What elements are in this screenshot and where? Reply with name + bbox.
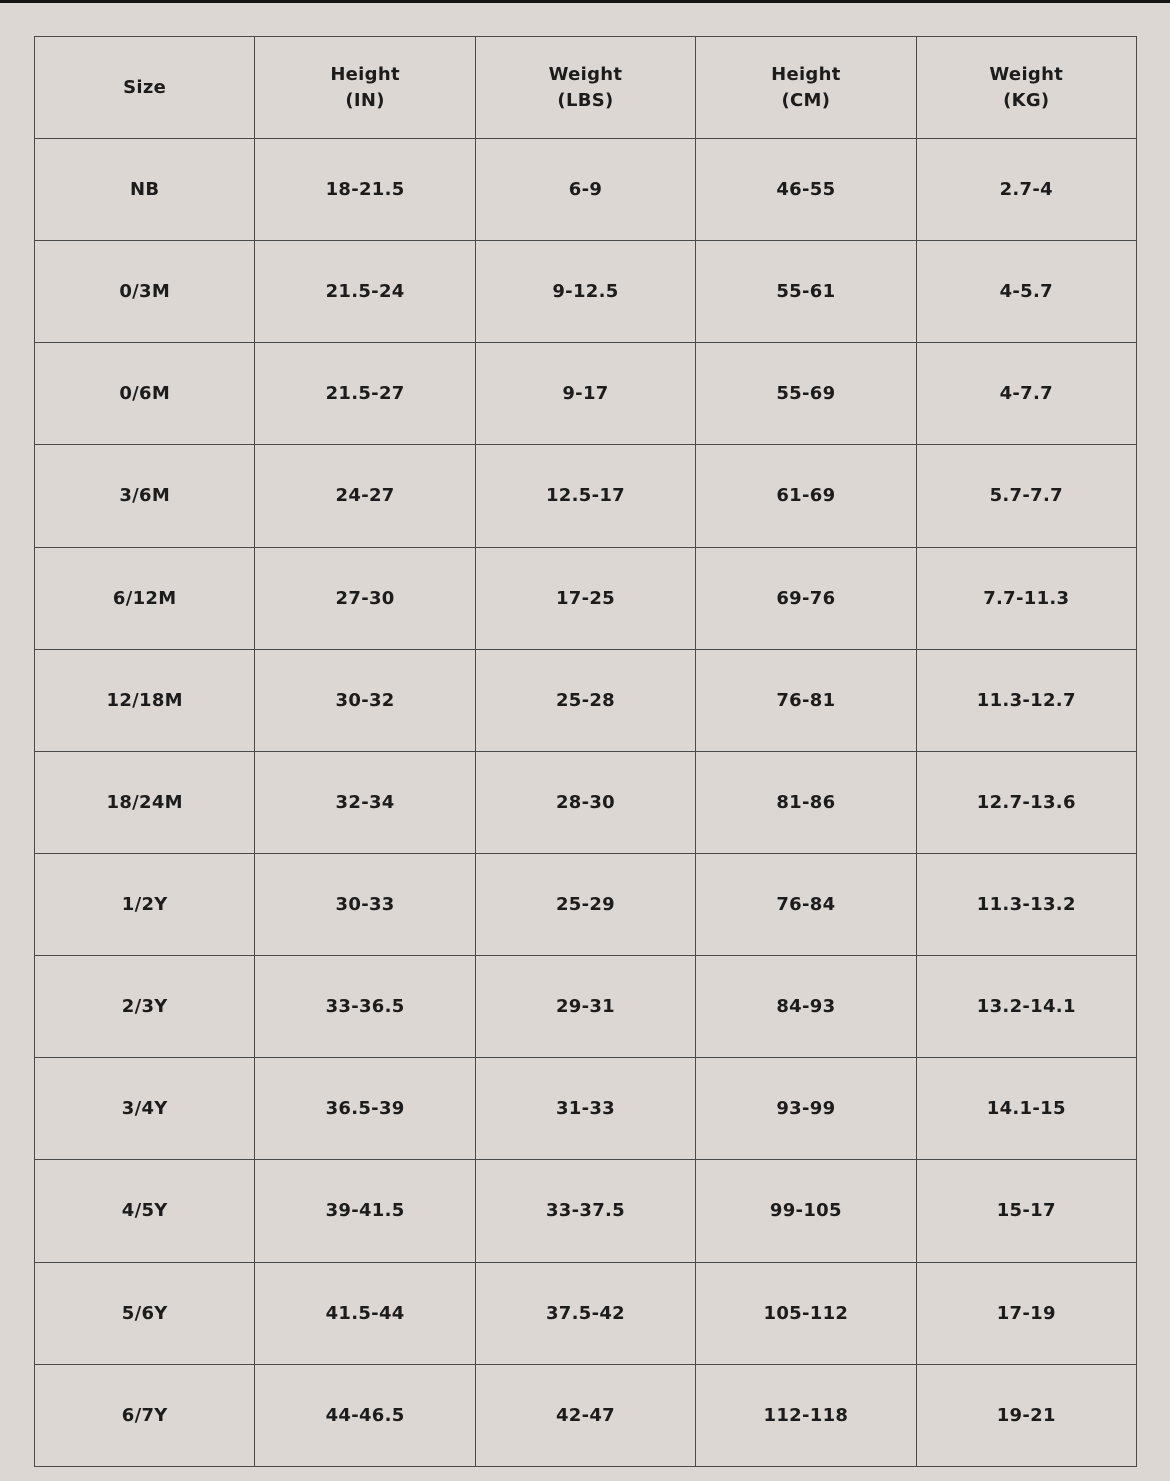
header-weight-kg (916, 37, 1136, 139)
cell-weight-lbs: 17-25 (475, 547, 695, 649)
cell-height-cm: 84-93 (696, 956, 916, 1058)
cell-weight-kg: 12.7-13.6 (916, 751, 1136, 853)
cell-size: 1/2Y (35, 853, 255, 955)
table-row (35, 1160, 1137, 1262)
cell-height-in: 21.5-24 (255, 241, 475, 343)
table-row (35, 649, 1137, 751)
cell-weight-kg: 7.7-11.3 (916, 547, 1136, 649)
cell-weight-lbs: 25-29 (475, 853, 695, 955)
cell-height-cm: 105-112 (696, 1262, 916, 1364)
cell-weight-lbs: 42-47 (475, 1364, 695, 1466)
cell-weight-lbs: 12.5-17 (475, 445, 695, 547)
table-row (35, 241, 1137, 343)
header-height-in-label: Height (330, 63, 400, 85)
cell-weight-lbs: 33-37.5 (475, 1160, 695, 1262)
header-height-in (255, 37, 475, 139)
cell-size: 2/3Y (35, 956, 255, 1058)
cell-height-cm: 69-76 (696, 547, 916, 649)
header-weight-lbs-unit: (LBS) (557, 89, 614, 111)
cell-height-in: 32-34 (255, 751, 475, 853)
cell-weight-lbs: 37.5-42 (475, 1262, 695, 1364)
cell-size: 6/12M (35, 547, 255, 649)
cell-weight-lbs: 28-30 (475, 751, 695, 853)
cell-size: 4/5Y (35, 1160, 255, 1262)
cell-height-in: 18-21.5 (255, 139, 475, 241)
header-weight-lbs (475, 37, 695, 139)
cell-weight-kg: 11.3-13.2 (916, 853, 1136, 955)
header-height-in-unit: (IN) (345, 89, 385, 111)
cell-size: 0/6M (35, 343, 255, 445)
cell-height-cm: 55-61 (696, 241, 916, 343)
cell-height-in: 41.5-44 (255, 1262, 475, 1364)
cell-weight-kg: 2.7-4 (916, 139, 1136, 241)
cell-height-cm: 93-99 (696, 1058, 916, 1160)
cell-weight-kg: 14.1-15 (916, 1058, 1136, 1160)
cell-weight-kg: 17-19 (916, 1262, 1136, 1364)
table-row (35, 956, 1137, 1058)
cell-size: 12/18M (35, 649, 255, 751)
cell-size: 3/4Y (35, 1058, 255, 1160)
cell-height-in: 24-27 (255, 445, 475, 547)
cell-height-cm: 76-81 (696, 649, 916, 751)
cell-weight-kg: 4-5.7 (916, 241, 1136, 343)
cell-size: 0/3M (35, 241, 255, 343)
cell-height-in: 33-36.5 (255, 956, 475, 1058)
header-size (35, 37, 255, 139)
table-row (35, 445, 1137, 547)
table-row (35, 1262, 1137, 1364)
cell-size: 5/6Y (35, 1262, 255, 1364)
table-row (35, 853, 1137, 955)
cell-height-in: 39-41.5 (255, 1160, 475, 1262)
size-chart-table (34, 36, 1137, 1467)
table-row (35, 1364, 1137, 1466)
cell-size: 6/7Y (35, 1364, 255, 1466)
cell-size: 3/6M (35, 445, 255, 547)
cell-size: 18/24M (35, 751, 255, 853)
cell-weight-kg: 11.3-12.7 (916, 649, 1136, 751)
cell-height-cm: 81-86 (696, 751, 916, 853)
header-size-label: Size (123, 76, 167, 98)
table-row (35, 547, 1137, 649)
cell-size: NB (35, 139, 255, 241)
cell-weight-lbs: 29-31 (475, 956, 695, 1058)
cell-height-cm: 99-105 (696, 1160, 916, 1262)
cell-height-in: 44-46.5 (255, 1364, 475, 1466)
cell-height-cm: 61-69 (696, 445, 916, 547)
cell-height-cm: 55-69 (696, 343, 916, 445)
cell-height-in: 30-33 (255, 853, 475, 955)
cell-weight-lbs: 9-17 (475, 343, 695, 445)
cell-height-in: 36.5-39 (255, 1058, 475, 1160)
cell-height-in: 30-32 (255, 649, 475, 751)
header-weight-lbs-label: Weight (548, 63, 623, 85)
table-row (35, 343, 1137, 445)
table-row (35, 139, 1137, 241)
cell-weight-lbs: 25-28 (475, 649, 695, 751)
top-border-bar (0, 0, 1170, 3)
cell-height-cm: 76-84 (696, 853, 916, 955)
table-row (35, 751, 1137, 853)
cell-weight-lbs: 31-33 (475, 1058, 695, 1160)
cell-weight-lbs: 6-9 (475, 139, 695, 241)
cell-weight-kg: 5.7-7.7 (916, 445, 1136, 547)
cell-weight-kg: 19-21 (916, 1364, 1136, 1466)
cell-height-in: 27-30 (255, 547, 475, 649)
table-row (35, 1058, 1137, 1160)
header-weight-kg-label: Weight (989, 63, 1064, 85)
cell-weight-lbs: 9-12.5 (475, 241, 695, 343)
header-weight-kg-unit: (KG) (1003, 89, 1050, 111)
header-height-cm-unit: (CM) (781, 89, 831, 111)
header-height-cm (696, 37, 916, 139)
cell-weight-kg: 4-7.7 (916, 343, 1136, 445)
cell-height-in: 21.5-27 (255, 343, 475, 445)
cell-height-cm: 46-55 (696, 139, 916, 241)
table-header-row (35, 37, 1137, 139)
header-height-cm-label: Height (771, 63, 841, 85)
cell-height-cm: 112-118 (696, 1364, 916, 1466)
cell-weight-kg: 13.2-14.1 (916, 956, 1136, 1058)
cell-weight-kg: 15-17 (916, 1160, 1136, 1262)
